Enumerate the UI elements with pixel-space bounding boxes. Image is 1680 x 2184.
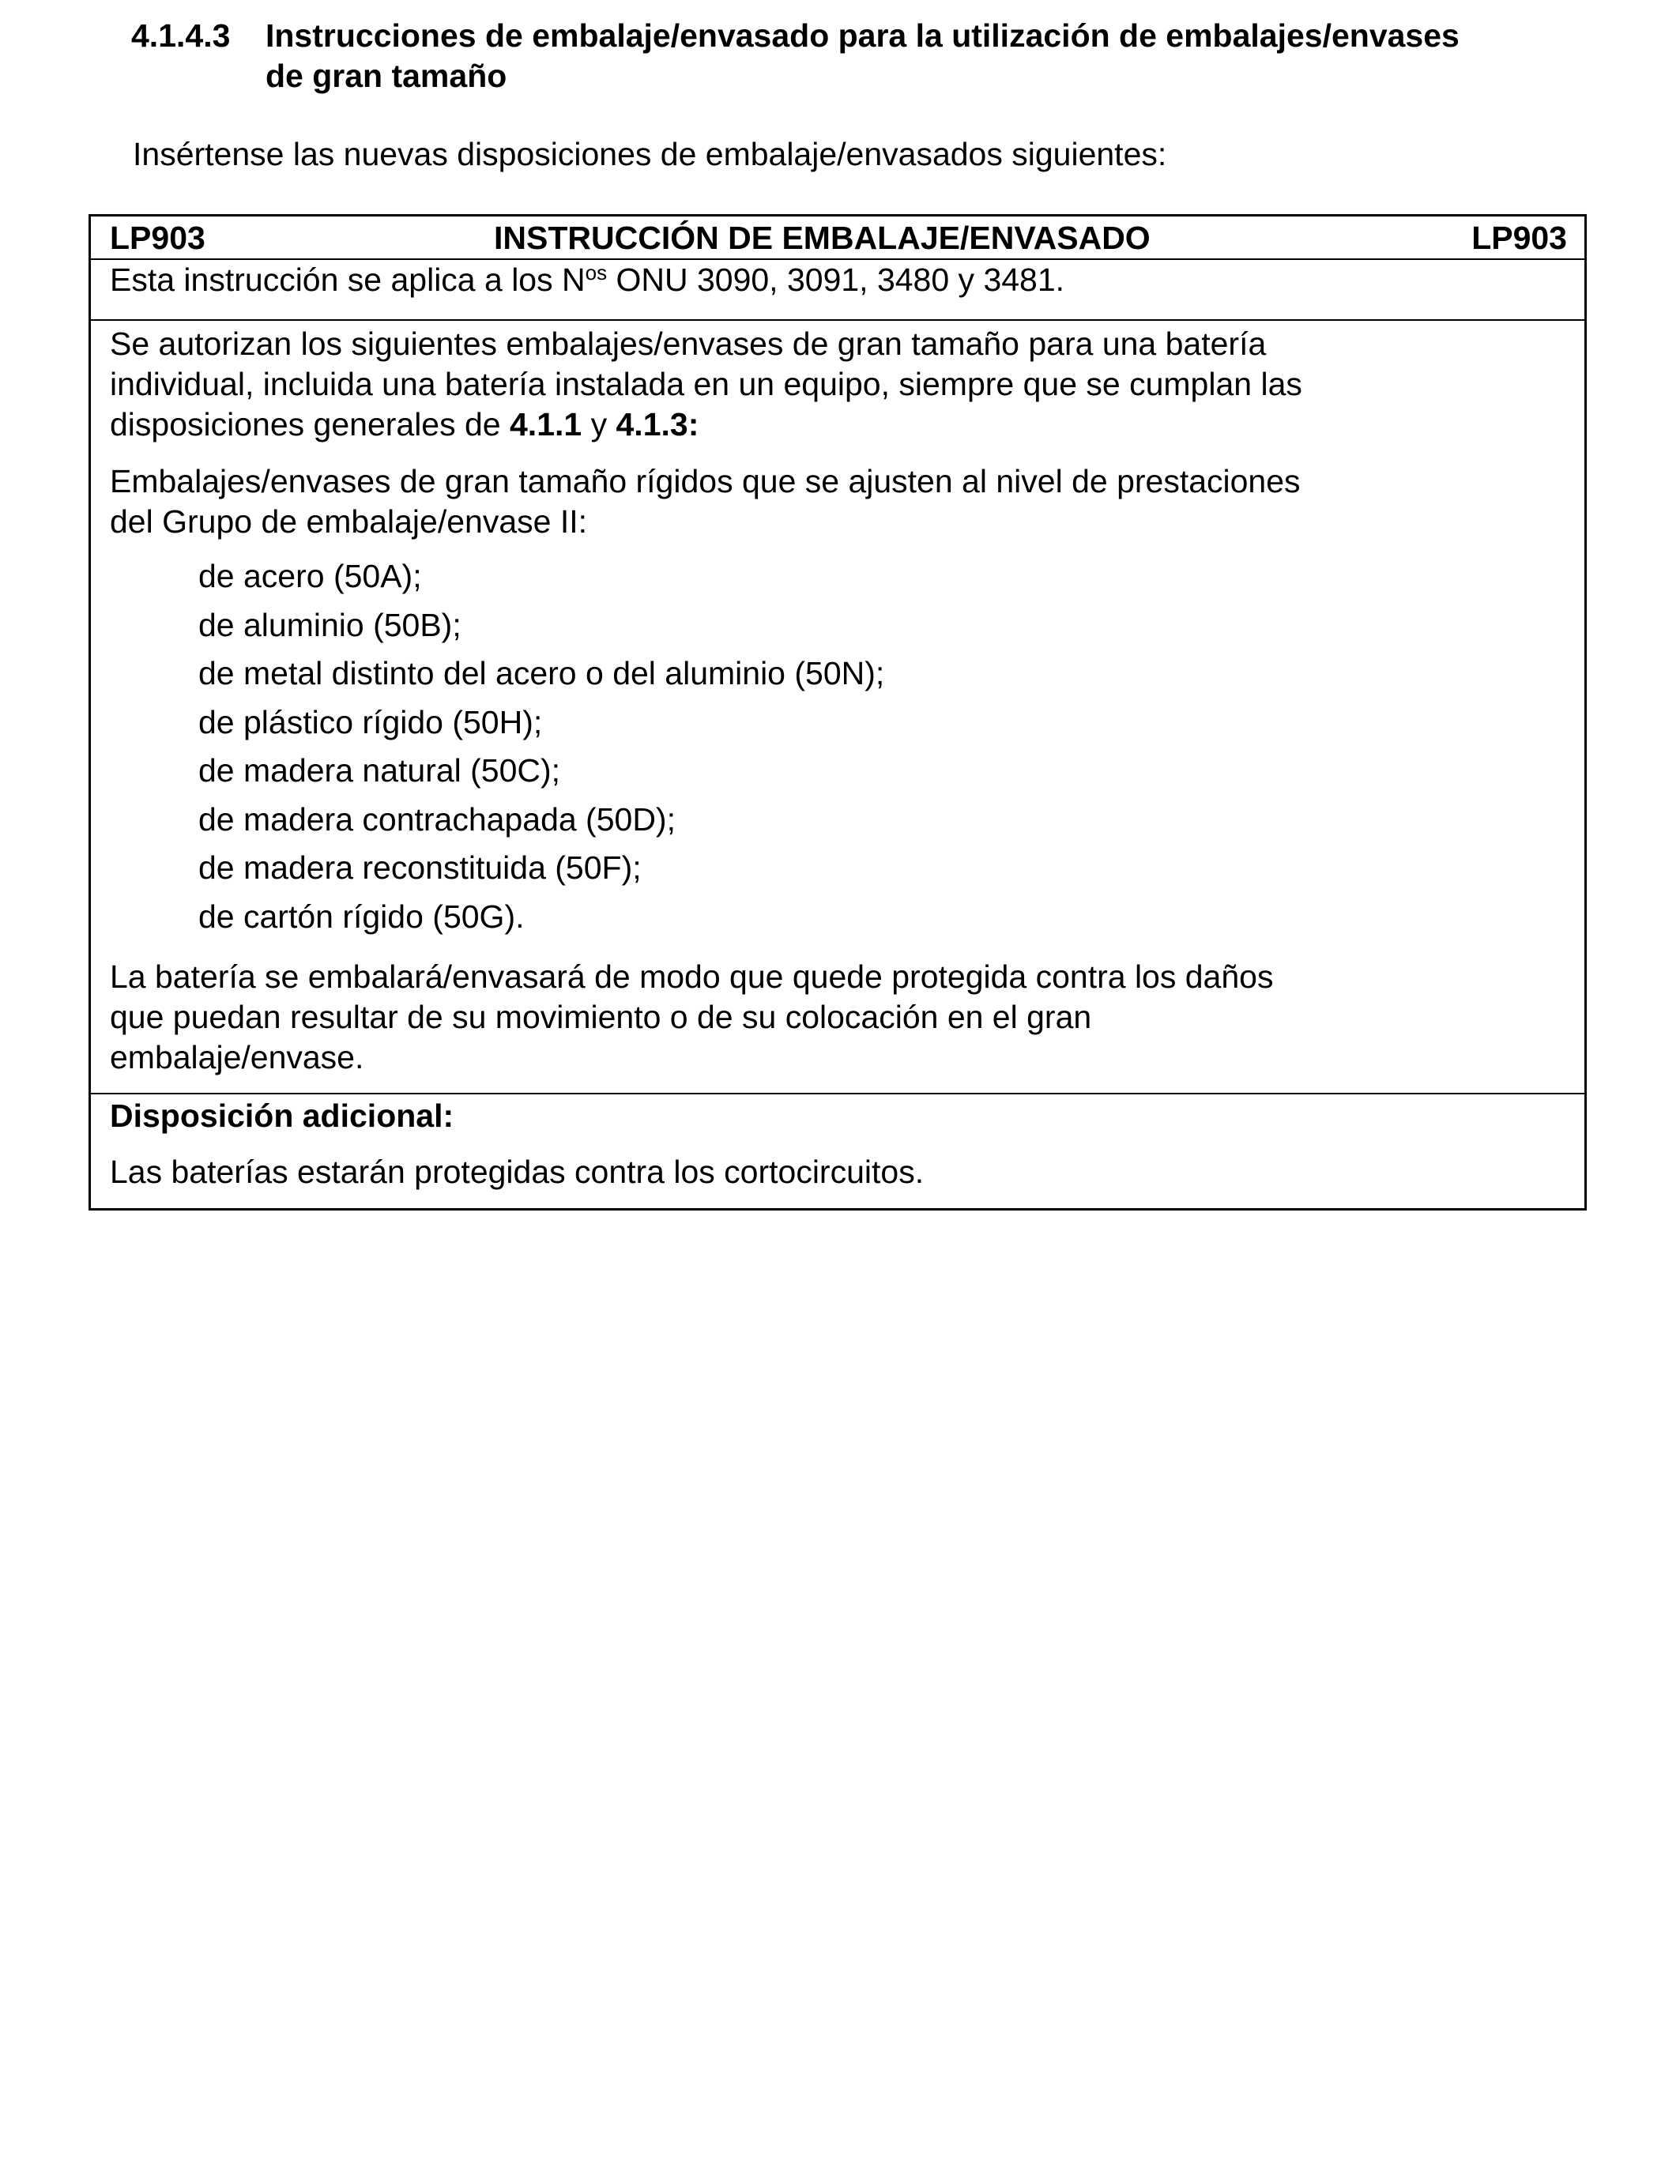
rigid-packagings-line-2: del Grupo de embalaje/envase II: [110,503,587,540]
scope-text [110,260,1064,300]
additional-requirement-label: Disposición adicional: [110,1098,454,1134]
list-item: de madera natural (50C); [198,752,561,789]
authorization-line-2: individual, incluida una batería instalada en un equipo, siempre que se cumplan las [110,366,1302,402]
list-item: de plástico rígido (50H); [198,703,543,740]
list-item: de metal distinto del acero o del aluminio (50N); [198,655,885,691]
authorization-line-3 [110,405,1485,445]
instruction-title: INSTRUCCIÓN DE EMBALAJE/ENVASADO [494,220,1151,256]
protection-line-1: La batería se embalará/envasará de modo que quede protegida contra los daños [110,958,1274,995]
instruction-code-right: LP903 [1471,220,1567,256]
protection-paragraph [110,957,1485,1078]
packing-instruction-table [89,214,1587,1211]
scope-prefix: Esta instrucción se aplica a los N [110,262,586,298]
reference-conjunction: y [582,406,616,442]
rigid-packagings-paragraph [110,461,1485,542]
packaging-types-list [198,556,884,945]
authorization-line-1: Se autorizan los siguientes embalajes/envases de gran tamaño para una batería [110,326,1267,362]
additional-requirement-text: Las baterías estarán protegidas contra los cortocircuitos. [110,1154,925,1190]
list-item: de cartón rígido (50G). [198,898,525,935]
scope-superscript: os [585,261,608,284]
list-item: de acero (50A); [198,558,422,594]
body-row [91,321,1584,1094]
protection-line-2: que puedan resultar de su movimiento o de su colocación en el gran [110,999,1092,1035]
instruction-code-left: LP903 [110,220,205,256]
scope-suffix: ONU 3090, 3091, 3480 y 3481. [607,262,1065,298]
table-header-row [91,217,1584,260]
authorization-line-3-prefix: disposiciones generales de [110,406,510,442]
section-title-line-2: de gran tamaño [266,58,507,94]
list-item: de aluminio (50B); [198,606,461,643]
rigid-packagings-line-1: Embalajes/envases de gran tamaño rígidos que se ajusten al nivel de prestaciones [110,463,1301,499]
scope-row [91,260,1584,321]
section-title-line-1: Instrucciones de embalaje/envasado para la utilización de embalajes/envases [266,17,1460,54]
authorization-paragraph [110,324,1485,445]
protection-line-3: embalaje/envase. [110,1039,364,1075]
reference-4-1-3: 4.1.3: [616,406,699,442]
section-heading [131,16,1569,96]
section-title [266,16,1569,96]
additional-requirement-row [91,1094,1584,1208]
reference-4-1-1: 4.1.1 [510,406,582,442]
section-number: 4.1.4.3 [131,17,231,54]
intro-paragraph: Insértense las nuevas disposiciones de embalaje/envasados siguientes: [133,136,1167,172]
list-item: de madera reconstituida (50F); [198,849,642,886]
list-item: de madera contrachapada (50D); [198,800,676,838]
